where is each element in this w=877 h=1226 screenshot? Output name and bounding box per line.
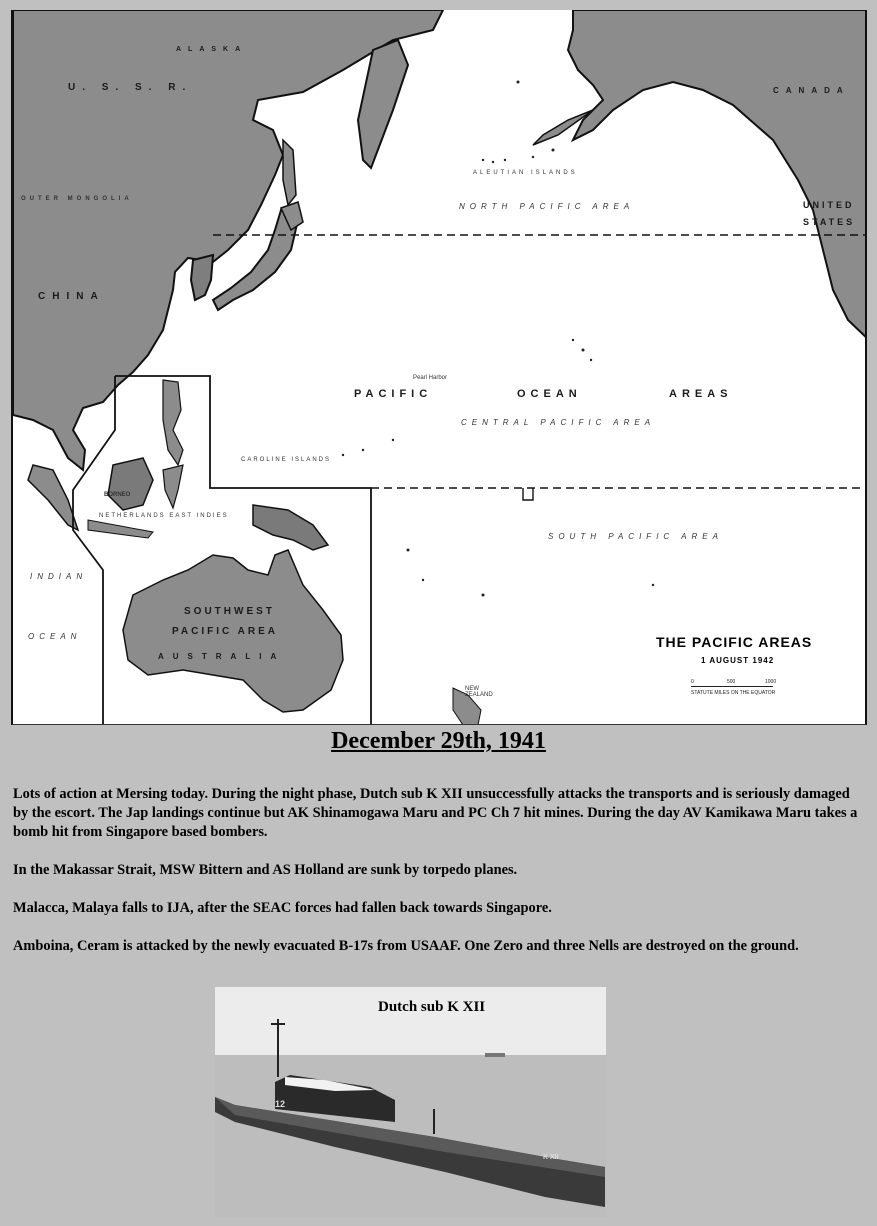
label-states: STATES bbox=[803, 217, 856, 227]
scale-tick-0: 0 bbox=[691, 679, 694, 685]
submarine-illustration bbox=[215, 987, 606, 1217]
svg-text:K XII: K XII bbox=[543, 1154, 559, 1161]
map-legend-date: 1 AUGUST 1942 bbox=[701, 656, 775, 665]
scale-tick-1000: 1000 bbox=[765, 679, 777, 685]
submarine-photo bbox=[215, 987, 606, 1217]
photo-caption: Dutch sub K XII bbox=[378, 999, 486, 1015]
label-areas: AREAS bbox=[669, 388, 733, 400]
scale-caption: STATUTE MILES ON THE EQUATOR bbox=[691, 690, 776, 696]
label-indian: INDIAN bbox=[30, 572, 88, 581]
label-ussr: U. S. S. R. bbox=[68, 82, 193, 93]
label-caroline-islands: CAROLINE ISLANDS bbox=[241, 457, 332, 463]
page-title: December 29th, 1941 bbox=[331, 728, 546, 754]
map-scale-bar bbox=[691, 686, 773, 687]
label-indian-ocean: OCEAN bbox=[28, 632, 82, 641]
label-china: CHINA bbox=[38, 291, 105, 302]
label-united: UNITED bbox=[803, 200, 855, 210]
label-outer-mongolia: OUTER MONGOLIA bbox=[21, 196, 133, 202]
label-canada: CANADA bbox=[773, 86, 850, 95]
label-ocean: OCEAN bbox=[517, 388, 582, 400]
label-australia: AUSTRALIA bbox=[158, 652, 286, 661]
label-pearl-harbor: Pearl Harbor bbox=[413, 375, 448, 381]
paragraph-mersing: Lots of action at Mersing today. During the night phase, Dutch sub K XII unsuccessfully attacks the transports and is seriously damaged by the escort. The Jap landings continue but AK Shinamogawa Maru and PC Ch 7 hit mines. During the day AV Kamikawa Maru takes a bomb hit from Singapore based bombers. bbox=[13, 786, 858, 840]
label-pacific: PACIFIC bbox=[354, 388, 433, 400]
label-north-pacific-area: NORTH PACIFIC AREA bbox=[459, 202, 635, 211]
label-alaska: ALASKA bbox=[176, 46, 248, 53]
pacific-areas-map bbox=[11, 10, 867, 725]
label-south-pacific-area: SOUTH PACIFIC AREA bbox=[548, 532, 723, 541]
paragraph-malacca: Malacca, Malaya falls to IJA, after the SEAC forces had fallen back towards Singapore. bbox=[13, 900, 552, 916]
paragraph-amboina: Amboina, Ceram is attacked by the newly evacuated B-17s from USAAF. One Zero and three Nells are destroyed on the ground. bbox=[13, 938, 799, 954]
map-legend-title: THE PACIFIC AREAS bbox=[656, 634, 813, 650]
label-borneo: BORNEO bbox=[104, 492, 131, 498]
label-pacific-area: PACIFIC AREA bbox=[172, 626, 278, 637]
label-netherlands-east-indies: NETHERLANDS EAST INDIES bbox=[99, 513, 229, 519]
paragraph-makassar: In the Makassar Strait, MSW Bittern and AS Holland are sunk by torpedo planes. bbox=[13, 862, 518, 878]
label-aleutian-islands: ALEUTIAN ISLANDS bbox=[473, 170, 578, 176]
scale-tick-500: 500 bbox=[727, 679, 736, 685]
svg-text:12: 12 bbox=[275, 1099, 286, 1109]
label-central-pacific-area: CENTRAL PACIFIC AREA bbox=[461, 418, 656, 427]
map-graphic bbox=[13, 10, 867, 725]
label-new-zealand: NEW ZEALAND bbox=[465, 686, 493, 698]
label-southwest: SOUTHWEST bbox=[184, 606, 275, 617]
